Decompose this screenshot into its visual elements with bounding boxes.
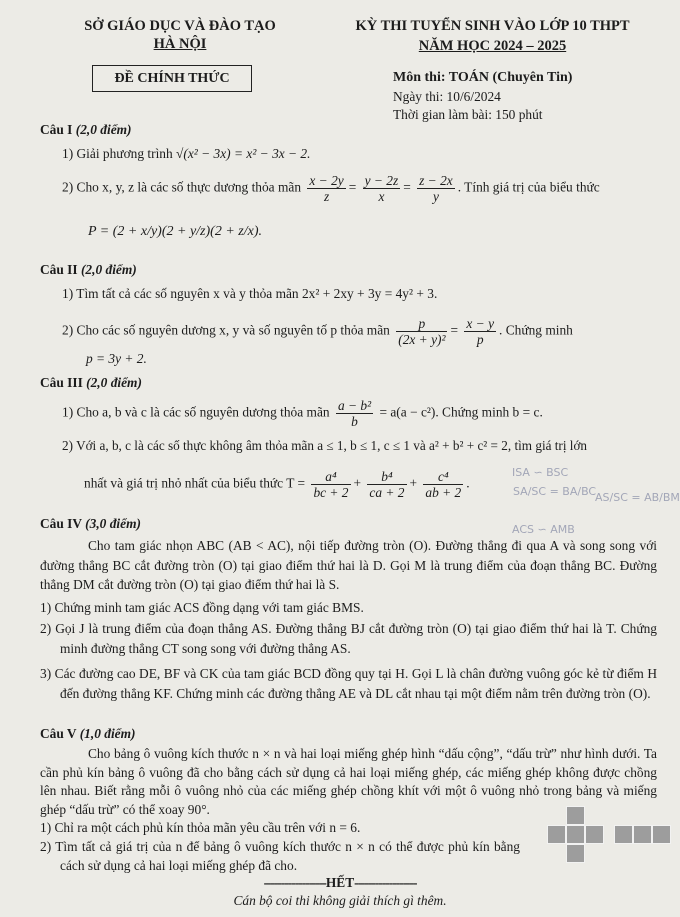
q2-title: Câu II (2,0 điểm) [40, 262, 137, 277]
handwritten-note-1: ISA ∽ BSC [512, 466, 569, 479]
q3-part1: 1) Cho a, b và c là các số nguyên dương thỏa mãn $\frac{\text{a − b²}}{b}$ = a(a − c²). Chứng minh b = c. [62, 398, 543, 429]
q4-intro: Cho tam giác nhọn ABC (AB < AC), nội tiếp đường tròn (O). Đường thẳng đi qua A và song song với đường thẳng BC cắt đường tròn (O) tại giao điểm thứ hai là D. Gọi M là trung điểm của đoạn thẳng BC. Đường thẳng DM cắt đường tròn (O) tại giao điểm thứ hai là S. [40, 538, 657, 592]
q3-part2-line2: nhất và giá trị nhỏ nhất của biểu thức T = $\frac{\text{a⁴}}{bc + 2}$ + $\frac{\text{b⁴}}{ca + 2}$ + $\frac{\text{c⁴}}{ab + 2}$ . [84, 469, 470, 500]
q2-part1: 1) Tìm tất cả các số nguyên x và y thỏa mãn 2x² + 2xy + 3y = 4y² + 3. [62, 286, 438, 301]
q3-part2: 2) Với a, b, c là các số thực không âm thỏa mãn a ≤ 1, b ≤ 1, c ≤ 1 và a² + b² + c² = 2, tìm giá trị lớn [62, 438, 588, 453]
q1-part2: 2) Cho x, y, z là các số thực dương thỏa mãn $\frac{x - 2y}{z}$ = $\frac{y - 2z}{x}$ = $\frac{z - 2x}{y}$ . Tính giá trị của biểu thức [62, 173, 600, 204]
handwritten-note-4: ACS ∽ AMB [512, 523, 575, 536]
q5-intro: Cho bảng ô vuông kích thước n × n và hai loại miếng ghép hình “dấu cộng”, “dấu trừ” như hình dưới. Ta cần phủ kín bảng ô vuông đã cho bằng cách sử dụng cả hai loại miếng ghép, các miếng ghép không được chồng lên nhau. Biết rằng mỗi ô vuông nhỏ của các miếng ghép chồng khít với một ô vuông nhỏ trong bảng và miếng ghép “dấu trừ” có thể xoay 90°. [40, 746, 657, 817]
exam-title: KỲ THI TUYỂN SINH VÀO LỚP 10 THPT [355, 18, 630, 34]
q4-title: Câu IV (3,0 điểm) [40, 516, 141, 531]
q1-expression: P = (2 + x/y)(2 + y/z)(2 + z/x). [88, 224, 262, 239]
handwritten-note-2: SA/SC = BA/BC [513, 485, 597, 498]
q3-title: Câu III (2,0 điểm) [40, 375, 142, 390]
q4-part3: 3) Các đường cao DE, BF và CK của tam giác BCD đồng quy tại H. Gọi L là chân đường vuông góc kẻ từ điểm H đến đường thẳng KF. Chứng minh các đường thẳng AE và DL cắt nhau tại một điểm nằm trên đường tròn (O). [40, 666, 657, 701]
org-line-2: HÀ NỘI [153, 36, 207, 52]
q4-part2: 2) Gọi J là trung điểm của đoạn thẳng AS. Đường thẳng BJ cắt đường tròn (O) tại giao điểm thứ hai là T. Chứng minh đường thẳng CT song song với đường thẳng AS. [40, 621, 657, 656]
duration: Thời gian làm bài: 150 phút [393, 107, 543, 122]
q1-title: Câu I (2,0 điểm) [40, 122, 132, 137]
q1-part1: 1) Giải phương trình √(x² − 3x) = x² − 3x − 2. [62, 146, 311, 161]
footer-note: Cán bộ coi thi không giải thích gì thêm. [233, 893, 447, 908]
org-line-1: SỞ GIÁO DỤC VÀ ĐÀO TẠO [84, 18, 276, 34]
q5-title: Câu V (1,0 điểm) [40, 726, 136, 741]
q2-part2: 2) Cho các số nguyên dương x, y và số nguyên tố p thỏa mãn $\frac{p}{\text{(2x + y)²}}$ = $\frac{x - y}{p}$ . Chứng minh [62, 316, 573, 347]
q4-part1: 1) Chứng minh tam giác ACS đồng dạng với tam giác BMS. [40, 600, 364, 615]
school-year: NĂM HỌC 2024 – 2025 [418, 38, 567, 54]
official-label: ĐỀ CHÍNH THỨC [92, 65, 252, 92]
q2-part2-line2: p = 3y + 2. [86, 351, 147, 366]
end-marker: ------------------HẾT------------------ [263, 875, 417, 890]
q5-part1: 1) Chỉ ra một cách phủ kín thỏa mãn yêu cầu trên với n = 6. [40, 820, 361, 835]
handwritten-note-3: AS/SC = AB/BM [595, 491, 680, 504]
exam-date: Ngày thi: 10/6/2024 [393, 89, 501, 104]
subject: Môn thi: TOÁN (Chuyên Tin) [393, 70, 573, 85]
q5-part2: 2) Tìm tất cả giá trị của n để bảng ô vuông kích thước n × n có thể được phủ kín bằng cách sử dụng cả hai loại miếng ghép đã cho. [40, 839, 520, 873]
